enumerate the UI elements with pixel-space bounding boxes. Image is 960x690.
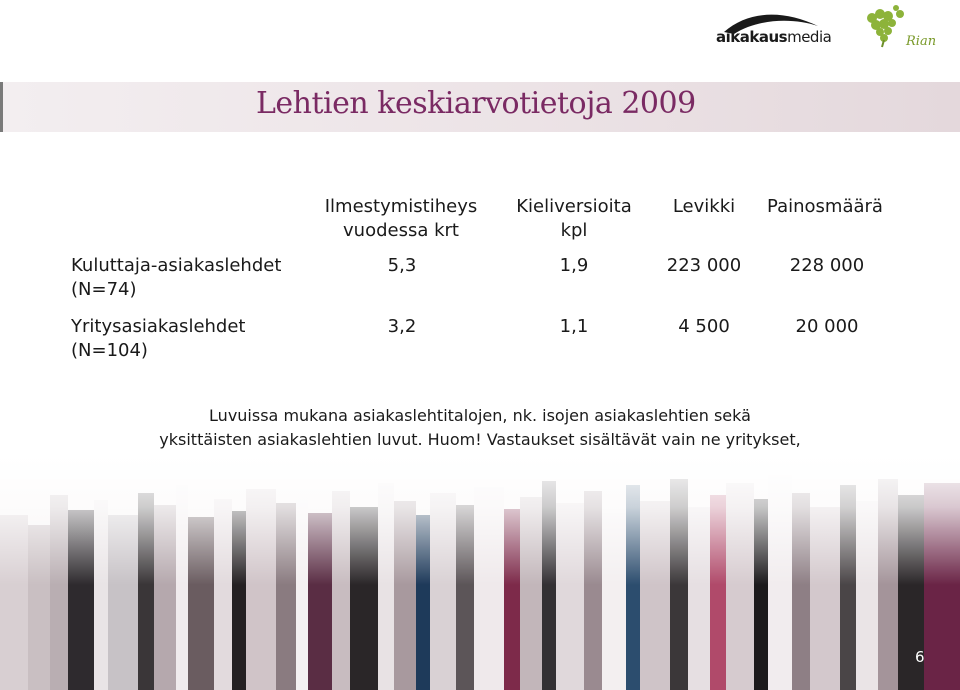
aikakausmedia-logo <box>714 10 844 46</box>
footnote: Luvuissa mukana asiakaslehtitalojen, nk. isojen asiakaslehtien sekä yksittäisten asiakaslehtien luvut. Huom! Vastaukset sisältävät vain ne yritykset, <box>159 406 801 449</box>
rian-logo <box>860 4 940 50</box>
table-cell: 1,9 <box>559 255 589 276</box>
table-cell: 223 000 <box>666 255 742 276</box>
row-label-kuluttaja: Kuluttaja-asiakaslehdet (N=74) <box>71 255 282 300</box>
header-ilmestymistiheys: Ilmestymistiheys vuodessa krt <box>324 196 478 241</box>
table-cell: 5,3 <box>387 255 417 276</box>
grape-leaf-icon <box>860 4 908 48</box>
row-label-yritys: Yritysasiakaslehdet (N=104) <box>71 316 246 361</box>
header-painosmaara: Painosmäärä <box>767 196 883 217</box>
table-cell: 3,2 <box>387 316 417 337</box>
page-number: 6 <box>915 648 925 666</box>
table-cell: 1,1 <box>559 316 589 337</box>
logo-wordmark: aikakausmedia <box>716 28 832 46</box>
table-cell: 20 000 <box>795 316 859 337</box>
header-kieliversioita: Kieliversioita kpl <box>516 196 632 241</box>
header-levikki: Levikki <box>672 196 736 217</box>
rian-wordmark: Rian <box>906 34 937 49</box>
table-cell: 228 000 <box>789 255 865 276</box>
table-cell: 4 500 <box>678 316 730 337</box>
page-title: Lehtien keskiarvotietoja 2009 <box>256 86 696 121</box>
books-image <box>0 455 960 690</box>
